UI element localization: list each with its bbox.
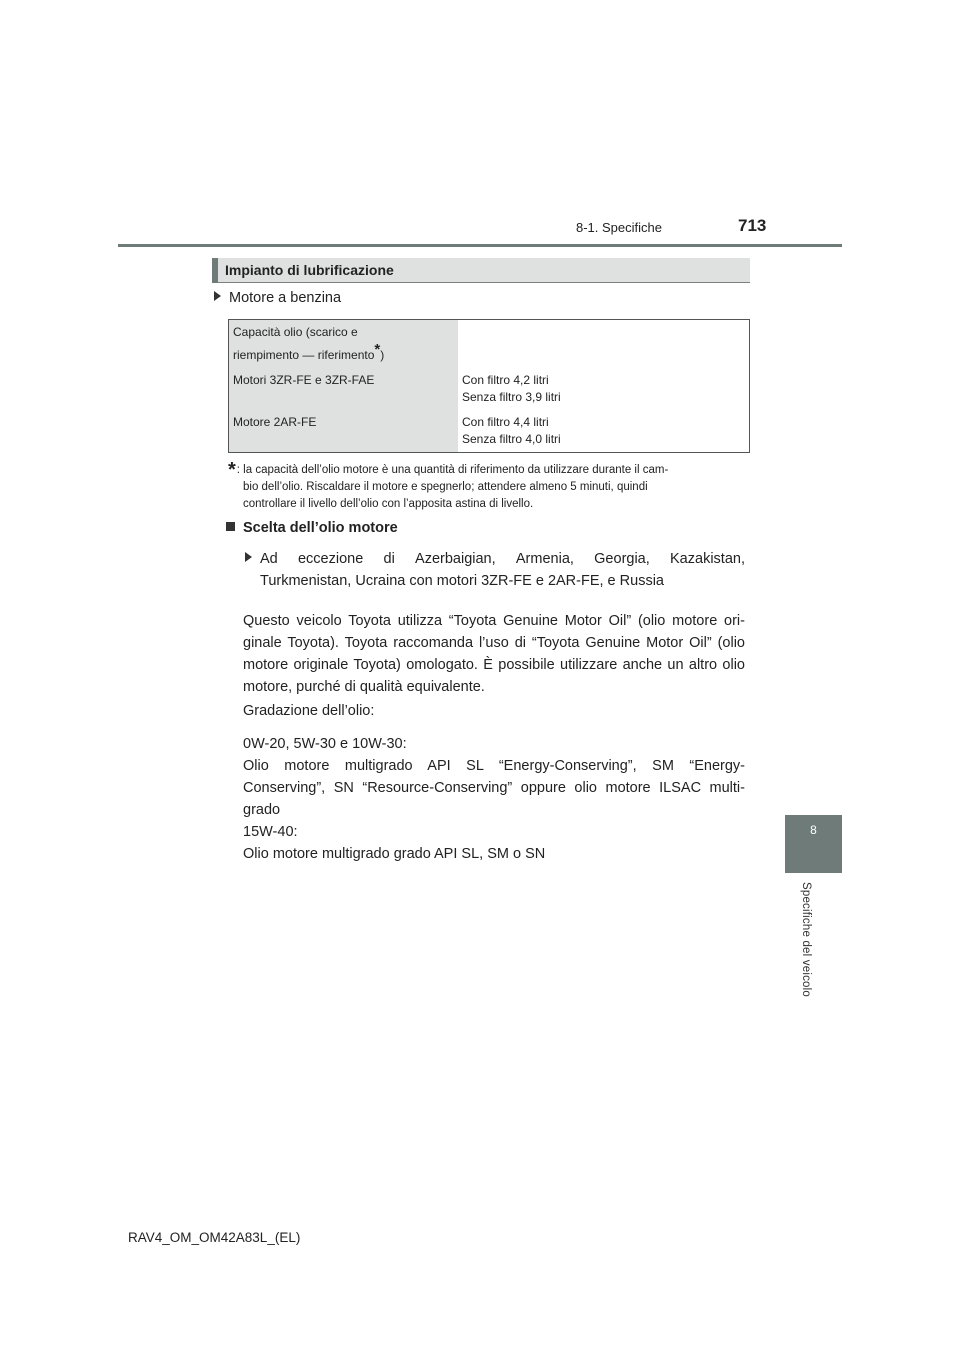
footnote-mark: * (228, 459, 236, 481)
footnote-line-3: controllare il livello dell’olio con l’apposita astina di livello. (243, 498, 534, 510)
triangle-bullet-icon (214, 291, 221, 301)
section-title-accent (212, 258, 218, 283)
footnote (228, 459, 750, 513)
table-row (229, 320, 750, 369)
header-rule (118, 244, 842, 247)
chapter-tab (785, 815, 842, 873)
chapter-number: 8 (810, 823, 817, 837)
paragraph-grade-0w20: 0W-20, 5W-30 e 10W-30: Olio motore multigrado API SL “Energy-Conserving”, SM “Energy-Conserving”, SN “Resource-Conserving” oppure olio motore ILSAC multi-grado (243, 736, 745, 818)
bullet-region-line-2: Turkmenistan, Ucraina con motori 3ZR-FE e 2AR-FE, e Russia (260, 573, 664, 589)
table-row (229, 368, 750, 410)
square-bullet-icon (226, 522, 235, 531)
paragraph-grade-15w40: 15W-40: Olio motore multigrado grado API SL, SM o SN (243, 824, 546, 862)
triangle-bullet-icon (245, 552, 252, 562)
bullet-petrol-text: Motore a benzina (229, 290, 342, 306)
bullet-petrol-engine (214, 290, 341, 306)
document-code: RAV4_OM_OM42A83L_(EL) (128, 1230, 301, 1245)
header-section: 8-1. Specifiche (576, 220, 662, 235)
chapter-label: Specifiche del veicolo (800, 882, 812, 997)
paragraph-oil-grade: Gradazione dell’olio: (243, 703, 375, 719)
footnote-line-2: bio dell’olio. Riscaldare il motore e spegnerlo; attendere almeno 5 minuti, quindi (243, 481, 648, 493)
section-title: Impianto di lubrificazione (225, 262, 394, 278)
section-title-bar (212, 258, 750, 283)
table-value-cell: Con filtro 4,2 litri Senza filtro 3,9 litri (462, 373, 561, 404)
table-header-cell: Capacità olio (scarico e riempimento — riferimento*) (229, 320, 459, 369)
table-label-cell: Motori 3ZR-FE e 3ZR-FAE (229, 368, 459, 410)
table-value-cell: Con filtro 4,4 litri Senza filtro 4,0 litri (462, 415, 561, 446)
bullet-region-line-1: Ad eccezione di Azerbaigian, Armenia, Georgia, Kazakistan, (245, 548, 745, 570)
table-header-value (458, 320, 750, 369)
paragraph-toyota-oil: Questo veicolo Toyota utilizza “Toyota Genuine Motor Oil” (olio motore ori-ginale Toyota). Toyota raccomanda l’uso di “Toyota Genuine Motor Oil” (olio motore originale Toyota) omologato. È possibile utilizzare anche un altro olio motore, purché di qualità equivalente. (243, 613, 745, 695)
page-number: 713 (738, 216, 767, 235)
footnote-line-1: : la capacità dell’olio motore è una quantità di riferimento da utilizzare durante il cam- (236, 464, 669, 476)
subsection-title: Scelta dell’olio motore (226, 520, 398, 536)
oil-capacity-table (228, 319, 750, 453)
table-row (229, 410, 750, 453)
bullet-region-note (245, 548, 745, 592)
table-label-cell: Motore 2AR-FE (229, 410, 459, 453)
